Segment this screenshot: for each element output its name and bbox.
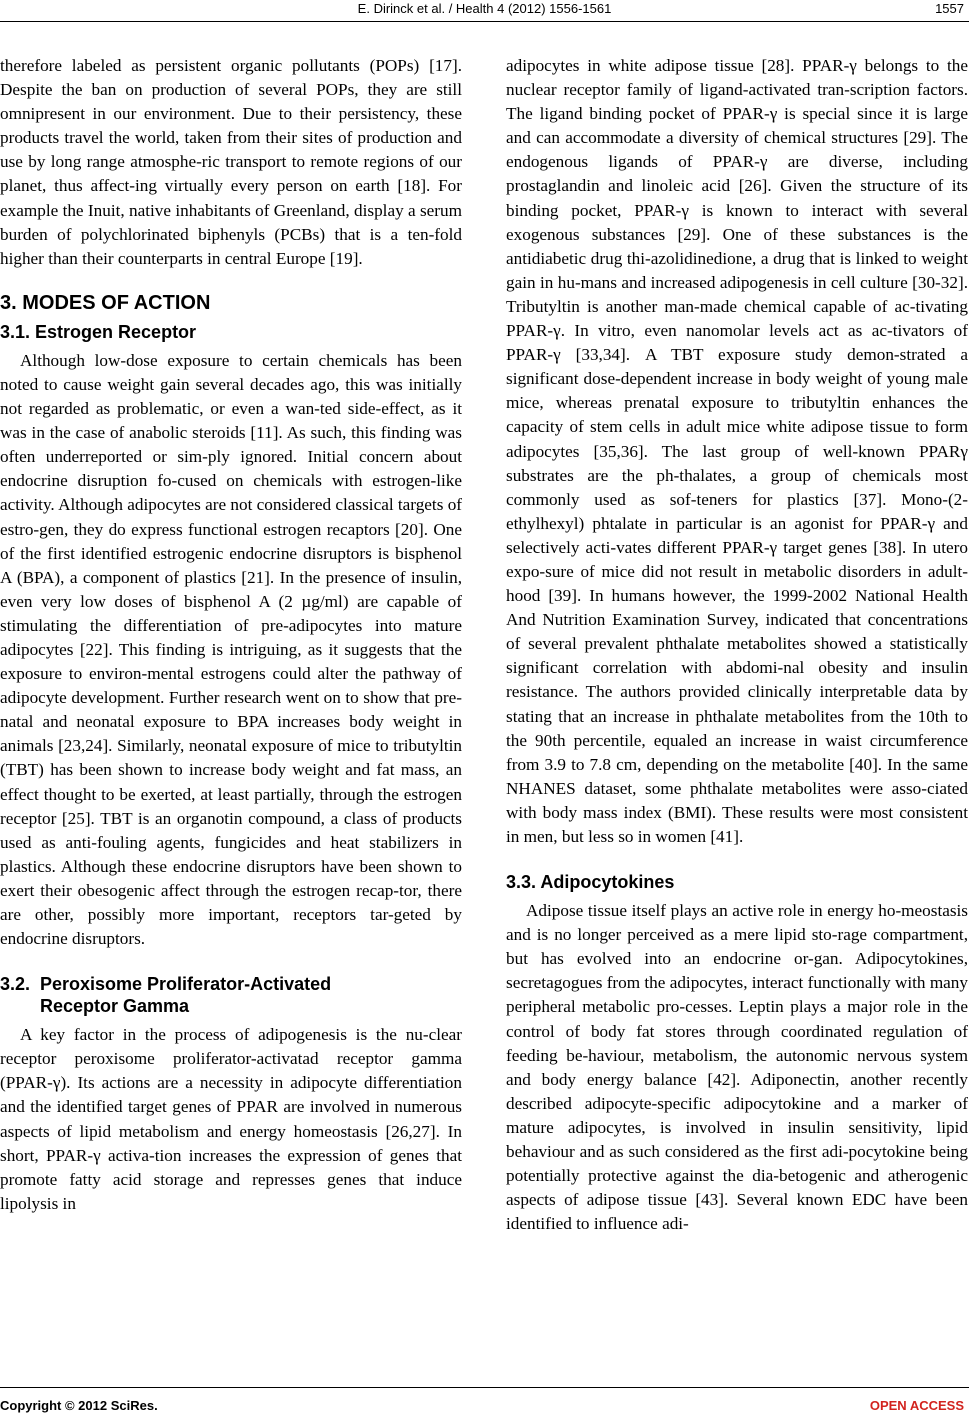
open-access-label: OPEN ACCESS bbox=[869, 1398, 964, 1413]
subsection-title-line1: Peroxisome Proliferator-Activated bbox=[40, 974, 332, 995]
section-title-modes-of-action: 3. MODES OF ACTION bbox=[0, 291, 211, 314]
paragraph-adipocytokines: Adipose tissue itself plays an active role in energy ho-meostasis and is no longer perceived as a mere lipid sto-rage compartment, but has evolved into an endocrine or-gan. Adipocytokines, secretagogues from the adipocytes, interact functionally with many peripheral metabolic pro-cesses. Leptin plays a major role in the control of body fat stores through coordinated regulation of feeding be-haviour, metabolism, the autonomic nervous system and body energy balance [42]. Adiponectin, another recently described adipocyte-specific adipocytokine and a marker of mature adipocytes, is involved in insulin sensitivity, lipid behaviour and as such considered as the first adi-pocytokine being potentially protective against the dia-betogenic and atherogenic aspects of adipose tissue [43]. Several known EDC have been identified to influence adi- bbox=[506, 901, 968, 1234]
paragraph-ppar-gamma: A key factor in the process of adipogenesis is the nu-clear receptor peroxisome proliferator-activatad receptor gamma (PPAR-γ). Its actions are a necessity in adipocyte differentiation and the identified target genes of PPAR are involved in numerous aspects of lipid metabolism and energy homeostasis [26,27]. In short, PPAR-γ activa-tion increases the expression of genes that promote fatty acid storage and represses genes that induce lipolysis in bbox=[0, 1025, 462, 1213]
paragraph-estrogen-receptor: Although low-dose exposure to certain chemicals has been noted to cause weight gain several decades ago, this was initially not regarded as problematic, or even a wan-ted side-effect, as it was in the case of anabolic steroids [11]. As such, this finding was often underreported or sim-ply ignored. Initial concern about endocrine disruption fo-cused on chemicals with estrogen-like activity. Although adipocytes are not considered classical targets of estro-gen, they do express functional estrogen recaptors [20]. One of the first identified estrogenic endocrine disruptors is bisphenol A (BPA), a component of plastics [21]. In the presence of insulin, even very low doses of bisphenol A (2 µg/ml) are capable of stimulating the differentiation of pre-adipocytes into mature adipocytes [22]. This finding is intriguing, as it suggests that the exposure to environ-mental estrogens could alter the pathway of adipocyte development. Further research went on to show that pre-natal and neonatal exposure to BPA increases body weight in animals [23,24]. Similarly, neonatal exposure of mice to tributyltin (TBT) has been shown to increase body weight and fat mass, an effect thought to be exerted, at least partially, through the estrogen receptor [25]. TBT is an organotin compound, a class of products used as anti-fouling agents, fungicides and heat stabilizers in plastics. Although these endocrine disruptors have been shown to exert their obesogenic affect through the estrogen recap-tor, there are other, possibly more important, receptors tar-geted by endocrine disruptors. bbox=[0, 350, 463, 949]
subsection-title-estrogen-receptor: 3.1. Estrogen Receptor bbox=[0, 321, 197, 342]
journal-citation: E. Dirinck et al. / Health 4 (2012) 1556-1561 bbox=[357, 1, 612, 16]
paragraph-ppar-gamma-continued: adipocytes in white adipose tissue [28]. PPAR-γ belongs to the nuclear receptor family of ligand-activated tran-scription factors. The ligand binding pocket of PPAR-γ is special since it is large and can accommodate a diversity of chemical structures [29]. The endogenous ligands of PPAR-γ are diverse, including prostaglandin and linoleic acid [26]. Given the structure of its binding pocket, PPAR-γ is known to interact with several exogenous substances [29]. One of these substances is the antidiabetic drug thi-azolidinedione, a drug that is linked to weight gain in hu-mans and increased adipogenesis in cell culture [30-32]. Tributyltin is another man-made chemical capable of ac-tivating PPAR-γ. In vitro, even nanomolar levels act as ac-tivators of PPAR-γ [33,34]. A TBT exposure study demon-strated a significant dose-dependent increase in body weight of young male mice, whereas prenatal exposure to tributyltin enhances the capacity of stem cells in adult mice white adipose tissue to form adipocytes [35,36]. The last group of well-known PPARγ substrates are the ph-thalates, a group of chemicals most commonly used as sof-teners for plastics [37]. Mono-(2-ethylhexyl) phtalate in particular is an agonist for PPAR-γ and selectively acti-vates different PPAR-γ target genes [38]. In utero expo-sure of mice did not result in metabolic disorders in adult-hood [39]. In humans however, the 1999-2002 National Health And Nutrition Examination Survey, indicated that concentrations of several prevalent phthalate metabolites showed a statistically significant correlation with abdomi-nal obesity and insulin resistance. The authors provided clinically interpretable data by stating that an increase in phthalate metabolites from the 10th to the 90th percentile, equaled an increase in waist circumference from 3.9 to 7.8 cm, depending on the metabolite [40]. In the same NHANES dataset, some phthalate metabolites were asso-ciated with body mass index (BMI). These results were most consistent in men, but less so in women [41]. bbox=[506, 56, 968, 846]
copyright-notice: Copyright © 2012 SciRes. bbox=[0, 1398, 158, 1413]
running-header bbox=[0, 0, 969, 18]
subsection-number: 3.2. bbox=[0, 974, 31, 995]
subsection-title-line2: Receptor Gamma bbox=[40, 996, 190, 1017]
paragraph-pops: therefore labeled as persistent organic pollutants (POPs) [17]. Despite the ban on production of several POPs, they are still omnipresent in our environment. Due to their persistency, these products travel the world, taken from their sites of production and use by long range atmosphe-ric transport to remote regions of our planet, thus affect-ing virtually every person on earth [18]. For example the Inuit, native inhabitants of Greenland, display a serum burden of polychlorinated biphenyls (PCBs) that is a ten-fold higher than their counterparts in central Europe [19]. bbox=[0, 56, 462, 268]
right-column bbox=[506, 54, 968, 1236]
header-rule bbox=[0, 21, 969, 22]
subsection-title-adipocytokines: 3.3. Adipocytokines bbox=[506, 872, 675, 893]
subsection-title-ppar-gamma bbox=[0, 973, 462, 1017]
footer-rule bbox=[0, 1387, 969, 1388]
page-number: 1557 bbox=[935, 1, 964, 16]
left-column bbox=[0, 54, 462, 1216]
